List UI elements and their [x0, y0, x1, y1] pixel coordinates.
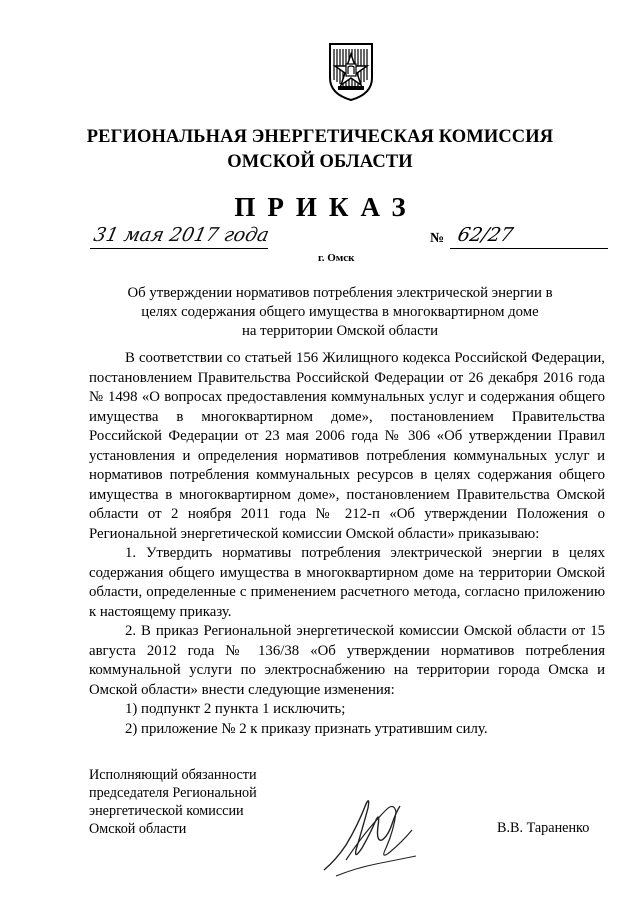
- body-paragraph-item1: 1. Утвердить нормативы потребления электрической энергии в целях содержания общего имущества в многоквартирном доме на территории Омской области, определенные с применением расчетного метода, согласно приложению к настоящему приказу.: [89, 545, 605, 620]
- body-paragraph-subitem2: 2) приложение № 2 к приказу признать утратившим силу.: [125, 720, 488, 737]
- omsk-coat-of-arms-icon: [326, 40, 376, 102]
- org-name-line1: РЕГИОНАЛЬНАЯ ЭНЕРГЕТИЧЕСКАЯ КОМИССИЯ: [86, 127, 554, 147]
- signatory-title-line3: энергетической комиссии: [89, 803, 244, 819]
- order-body: [89, 349, 605, 739]
- date-underline: [90, 248, 268, 249]
- number-underline: [450, 248, 608, 249]
- body-paragraph-subitem1: 1) подпункт 2 пункта 1 исключить;: [125, 701, 346, 717]
- subject-line3: на территории Омской области: [241, 323, 439, 339]
- number-sign: №: [430, 231, 445, 246]
- handwritten-date: 31 мая 2017 года: [91, 224, 272, 246]
- body-paragraph-item2: 2. В приказ Региональной энергетической комиссии Омской области от 15 августа 2012 года № 136/38 «Об утверждении нормативов потребления коммунальной услуги по электроснабжению на территории города Омска и Омской области» внести следующие изменения:: [89, 623, 605, 698]
- city-label: г. Омск: [318, 252, 355, 264]
- subject-line2: целях содержания общего имущества в многоквартирном доме: [141, 304, 539, 320]
- signatory-title-line2: председателя Региональной: [89, 785, 257, 801]
- signatory-title-line4: Омской области: [89, 821, 187, 837]
- signatory-title-line1: Исполняющий обязанности: [89, 767, 257, 783]
- signatory-title: [89, 766, 329, 838]
- org-name-line2: ОМСКОЙ ОБЛАСТИ: [227, 152, 413, 172]
- handwritten-signature-icon: [316, 790, 426, 880]
- order-subject: [100, 284, 580, 341]
- subject-line1: Об утверждении нормативов потребления электрической энергии в: [127, 285, 553, 301]
- document-type-title: ПРИКАЗ: [234, 192, 418, 222]
- handwritten-number: 62/27: [455, 224, 516, 246]
- body-paragraph-preamble: В соответствии со статьей 156 Жилищного кодекса Российской Федерации, постановлением Правительства Российской Федерации от 26 декабря 2016 года № 1498 «О вопросах предоставления коммунальных услуг и содержания общего имущества в многоквартирном доме», постановлением Правительства Российской Федерации от 23 мая 2006 года № 306 «Об утверждении Правил установления и определения нормативов потребления коммунальных услуг и нормативов потребления коммунальных ресурсов в целях содержания общего имущества в многоквартирном доме», постановлением Правительства Омской области от 2 ноября 2011 года № 212-п «Об утверждении Положения о Региональной энергетической комиссии Омской области» приказываю:: [89, 350, 605, 542]
- signatory-name: В.В. Тараненко: [497, 820, 590, 836]
